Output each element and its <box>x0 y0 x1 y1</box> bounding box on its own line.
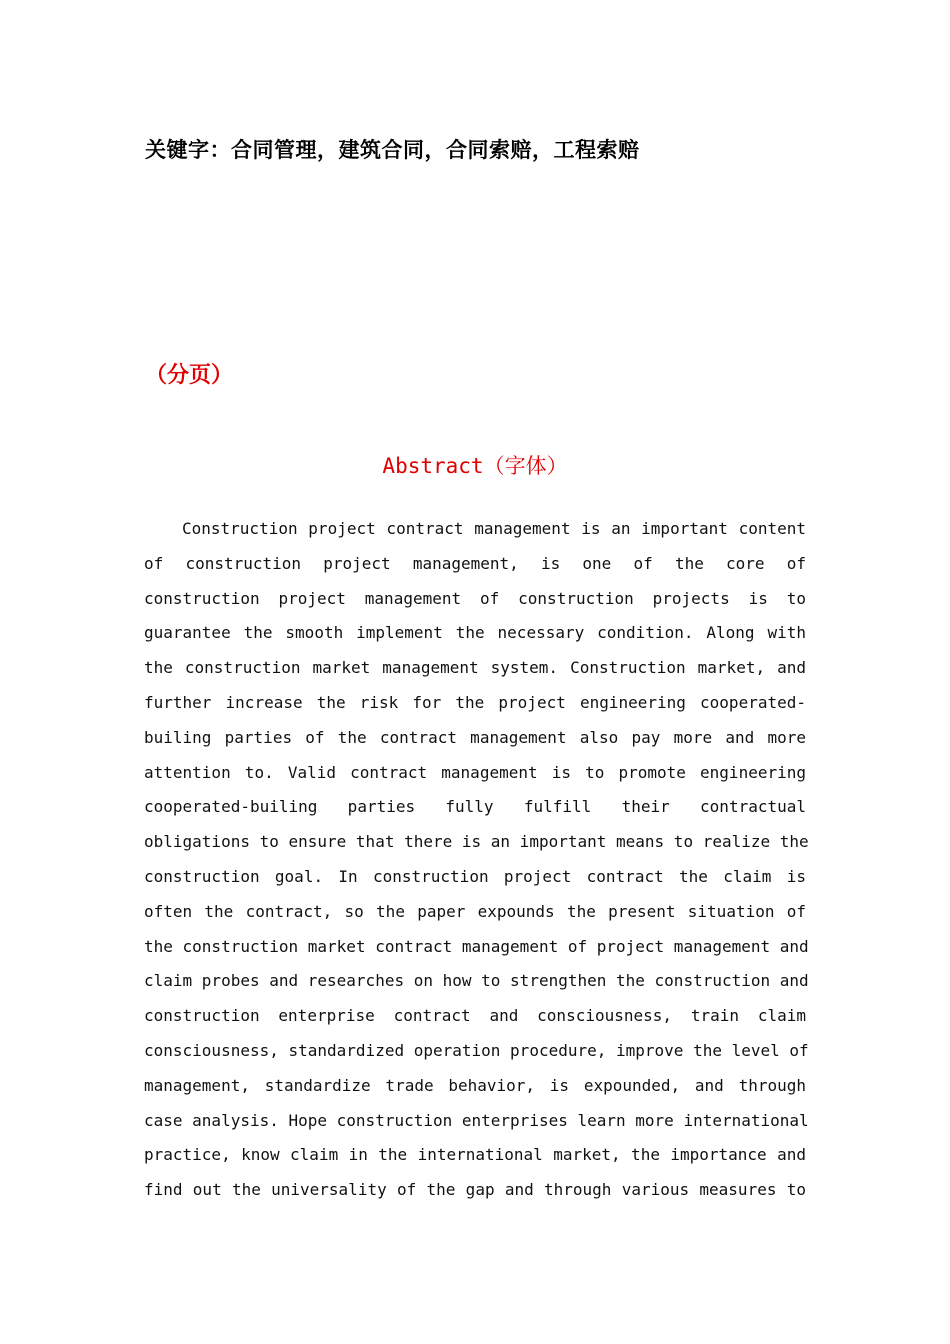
keywords-line: 关键字：合同管理，建筑合同，合同索赔，工程索赔 <box>145 138 640 162</box>
abstract-line: further increase the risk for the project engineering cooperated- <box>144 692 806 712</box>
abstract-line: claim probes and researches on how to strengthen the construction and <box>144 971 809 991</box>
abstract-line: construction project management of construction projects is to <box>144 588 806 608</box>
abstract-line: Construction project contract management is an important content <box>182 519 806 538</box>
abstract-line: of construction project management, is one of the core of <box>144 553 806 573</box>
abstract-line: guarantee the smooth implement the necessary condition. Along with <box>144 623 806 643</box>
abstract-line: often the contract, so the paper expounds the present situation of <box>144 901 806 921</box>
abstract-line: the construction market management system. Construction market, and <box>144 658 806 678</box>
abstract-line: builing parties of the contract management also pay more and more <box>144 727 806 747</box>
abstract-line: find out the universality of the gap and through various measures to <box>144 1180 806 1200</box>
abstract-line: case analysis. Hope construction enterprises learn more international <box>144 1110 809 1130</box>
abstract-line: consciousness, standardized operation procedure, improve the level of <box>144 1040 809 1060</box>
abstract-line: obligations to ensure that there is an important means to realize the <box>144 832 809 852</box>
abstract-body <box>144 512 809 1208</box>
abstract-line: attention to. Valid contract management is to promote engineering <box>144 762 806 782</box>
abstract-title: Abstract（字体） <box>382 454 568 478</box>
abstract-line: the construction market contract management of project management and <box>144 936 809 956</box>
abstract-line: construction enterprise contract and consciousness, train claim <box>144 1006 806 1026</box>
abstract-line: management, standardize trade behavior, is expounded, and through <box>144 1075 806 1095</box>
abstract-line: practice, know claim in the international market, the importance and <box>144 1145 806 1165</box>
abstract-line: construction goal. In construction project contract the claim is <box>144 866 806 886</box>
page-break-marker: （分页） <box>145 363 234 388</box>
abstract-line: cooperated-builing parties fully fulfill their contractual <box>144 797 806 817</box>
